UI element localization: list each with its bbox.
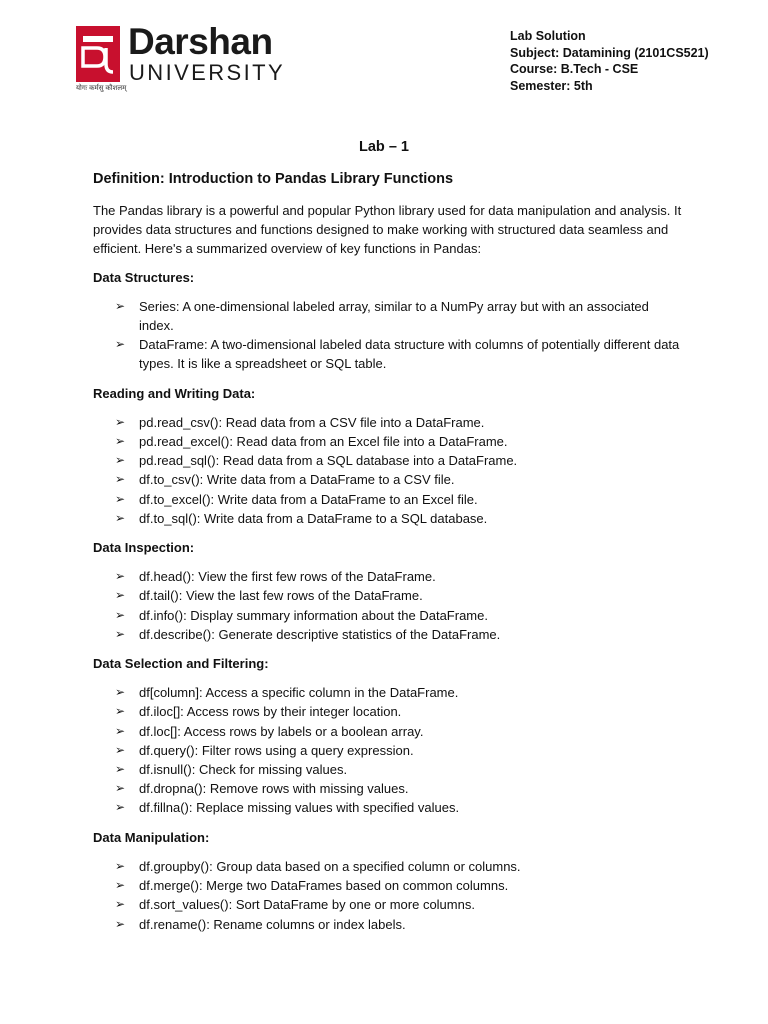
logo-subtitle: UNIVERSITY xyxy=(129,60,286,85)
list-item xyxy=(93,297,683,335)
arrow-bullet-icon: ➢ xyxy=(115,762,126,777)
arrow-bullet-icon: ➢ xyxy=(115,704,126,719)
header-lab-solution: Lab Solution xyxy=(510,29,586,43)
logo-tagline: योगः कर्मसु कौशलम् xyxy=(76,85,127,92)
header-course: Course: B.Tech - CSE xyxy=(510,62,639,76)
list-item xyxy=(93,490,683,509)
list-item-text: df.dropna(): Remove rows with missing values. xyxy=(139,781,409,797)
list-item-text: pd.read_sql(): Read data from a SQL database into a DataFrame. xyxy=(139,453,518,469)
header-semester: Semester: 5th xyxy=(510,78,593,93)
section-heading: Data Structures: xyxy=(93,269,195,285)
header-subject: Subject: Datamining (2101CS521) xyxy=(510,45,709,60)
list-item xyxy=(93,625,683,644)
arrow-bullet-icon: ➢ xyxy=(115,510,126,525)
list-item xyxy=(93,798,683,817)
section-heading: Data Manipulation: xyxy=(93,829,210,845)
list-item-text: df.loc[]: Access rows by labels or a boolean array. xyxy=(139,723,424,739)
arrow-bullet-icon: ➢ xyxy=(115,742,126,757)
arrow-bullet-icon: ➢ xyxy=(115,569,126,584)
arrow-bullet-icon: ➢ xyxy=(115,858,126,873)
list-item-text: pd.read_excel(): Read data from an Excel file into a DataFrame. xyxy=(139,434,508,450)
bullet-list xyxy=(93,413,683,528)
section-heading: Data Selection and Filtering: xyxy=(93,656,269,672)
list-item-text: df.groupby(): Group data based on a specified column or columns. xyxy=(139,858,521,874)
logo-name: Darshan xyxy=(128,21,273,62)
arrow-bullet-icon: ➢ xyxy=(115,434,126,449)
list-item xyxy=(93,857,683,876)
list-item xyxy=(93,779,683,798)
arrow-bullet-icon: ➢ xyxy=(115,723,126,738)
list-item xyxy=(93,722,683,741)
arrow-bullet-icon: ➢ xyxy=(115,916,126,931)
list-item-text: df.rename(): Rename columns or index labels. xyxy=(139,916,406,932)
list-item xyxy=(93,683,683,702)
du-logo-icon xyxy=(76,26,120,82)
list-item xyxy=(93,702,683,721)
sections-container xyxy=(93,268,683,934)
arrow-bullet-icon: ➢ xyxy=(115,685,126,700)
arrow-bullet-icon: ➢ xyxy=(115,337,126,352)
list-item-text: df.isnull(): Check for missing values. xyxy=(139,762,348,778)
list-item-text: df.iloc[]: Access rows by their integer location. xyxy=(139,704,402,720)
list-item-text: df.to_sql(): Write data from a DataFrame to a SQL database. xyxy=(139,510,488,526)
list-item xyxy=(93,741,683,760)
list-item xyxy=(93,586,683,605)
arrow-bullet-icon: ➢ xyxy=(115,897,126,912)
section-heading: Reading and Writing Data: xyxy=(93,385,256,401)
arrow-bullet-icon: ➢ xyxy=(115,472,126,487)
list-item-text: df.query(): Filter rows using a query expression. xyxy=(139,742,414,758)
bullet-list xyxy=(93,857,683,934)
list-item xyxy=(93,413,683,432)
arrow-bullet-icon: ➢ xyxy=(115,800,126,815)
list-item xyxy=(93,335,683,373)
list-item-text: df.merge(): Merge two DataFrames based on common columns. xyxy=(139,878,509,894)
list-item xyxy=(93,915,683,934)
list-item xyxy=(93,760,683,779)
list-item-text: df.sort_values(): Sort DataFrame by one or more columns. xyxy=(139,897,475,913)
arrow-bullet-icon: ➢ xyxy=(115,626,126,641)
list-item-text: df.fillna(): Replace missing values with specified values. xyxy=(139,800,460,816)
arrow-bullet-icon: ➢ xyxy=(115,491,126,506)
list-item-text: df.head(): View the first few rows of the DataFrame. xyxy=(139,569,436,585)
arrow-bullet-icon: ➢ xyxy=(115,781,126,796)
arrow-bullet-icon: ➢ xyxy=(115,878,126,893)
arrow-bullet-icon: ➢ xyxy=(115,588,126,603)
definition-heading: Definition: Introduction to Pandas Library Functions xyxy=(93,171,454,187)
list-item-text: df.tail(): View the last few rows of the DataFrame. xyxy=(139,588,423,604)
header-info xyxy=(510,28,709,94)
list-item-text: df.to_excel(): Write data from a DataFrame to an Excel file. xyxy=(139,491,478,507)
list-item-text: df.to_csv(): Write data from a DataFrame to a CSV file. xyxy=(139,472,455,488)
arrow-bullet-icon: ➢ xyxy=(115,298,126,313)
list-item-text: df.describe(): Generate descriptive statistics of the DataFrame. xyxy=(139,626,501,642)
intro-paragraph: The Pandas library is a powerful and popular Python library used for data manipulation and analysis. It provides data structures and functions designed to make working with structured data seamless and efficient. Here's a summarized overview of key functions in Pandas: xyxy=(93,203,682,257)
list-item-text: Series: A one-dimensional labeled array, similar to a NumPy array but with an associated index. xyxy=(139,298,649,334)
list-item xyxy=(93,895,683,914)
list-item xyxy=(93,567,683,586)
list-item xyxy=(93,470,683,489)
section-heading: Data Inspection: xyxy=(93,540,195,556)
bullet-list xyxy=(93,297,683,374)
list-item-text: DataFrame: A two-dimensional labeled data structure with columns of potentially different data types. It is like a spreadsheet or SQL table. xyxy=(139,337,680,372)
lab-title: Lab – 1 xyxy=(359,139,409,155)
arrow-bullet-icon: ➢ xyxy=(115,414,126,429)
list-item xyxy=(93,451,683,470)
list-item-text: df[column]: Access a specific column in the DataFrame. xyxy=(139,685,459,701)
bullet-list xyxy=(93,683,683,817)
document-body xyxy=(93,201,683,944)
list-item xyxy=(93,432,683,451)
list-item xyxy=(93,876,683,895)
list-item-text: pd.read_csv(): Read data from a CSV file into a DataFrame. xyxy=(139,414,485,430)
arrow-bullet-icon: ➢ xyxy=(115,453,126,468)
bullet-list xyxy=(93,567,683,644)
arrow-bullet-icon: ➢ xyxy=(115,607,126,622)
list-item xyxy=(93,606,683,625)
university-logo xyxy=(76,21,286,94)
list-item xyxy=(93,509,683,528)
list-item-text: df.info(): Display summary information about the DataFrame. xyxy=(139,607,488,623)
